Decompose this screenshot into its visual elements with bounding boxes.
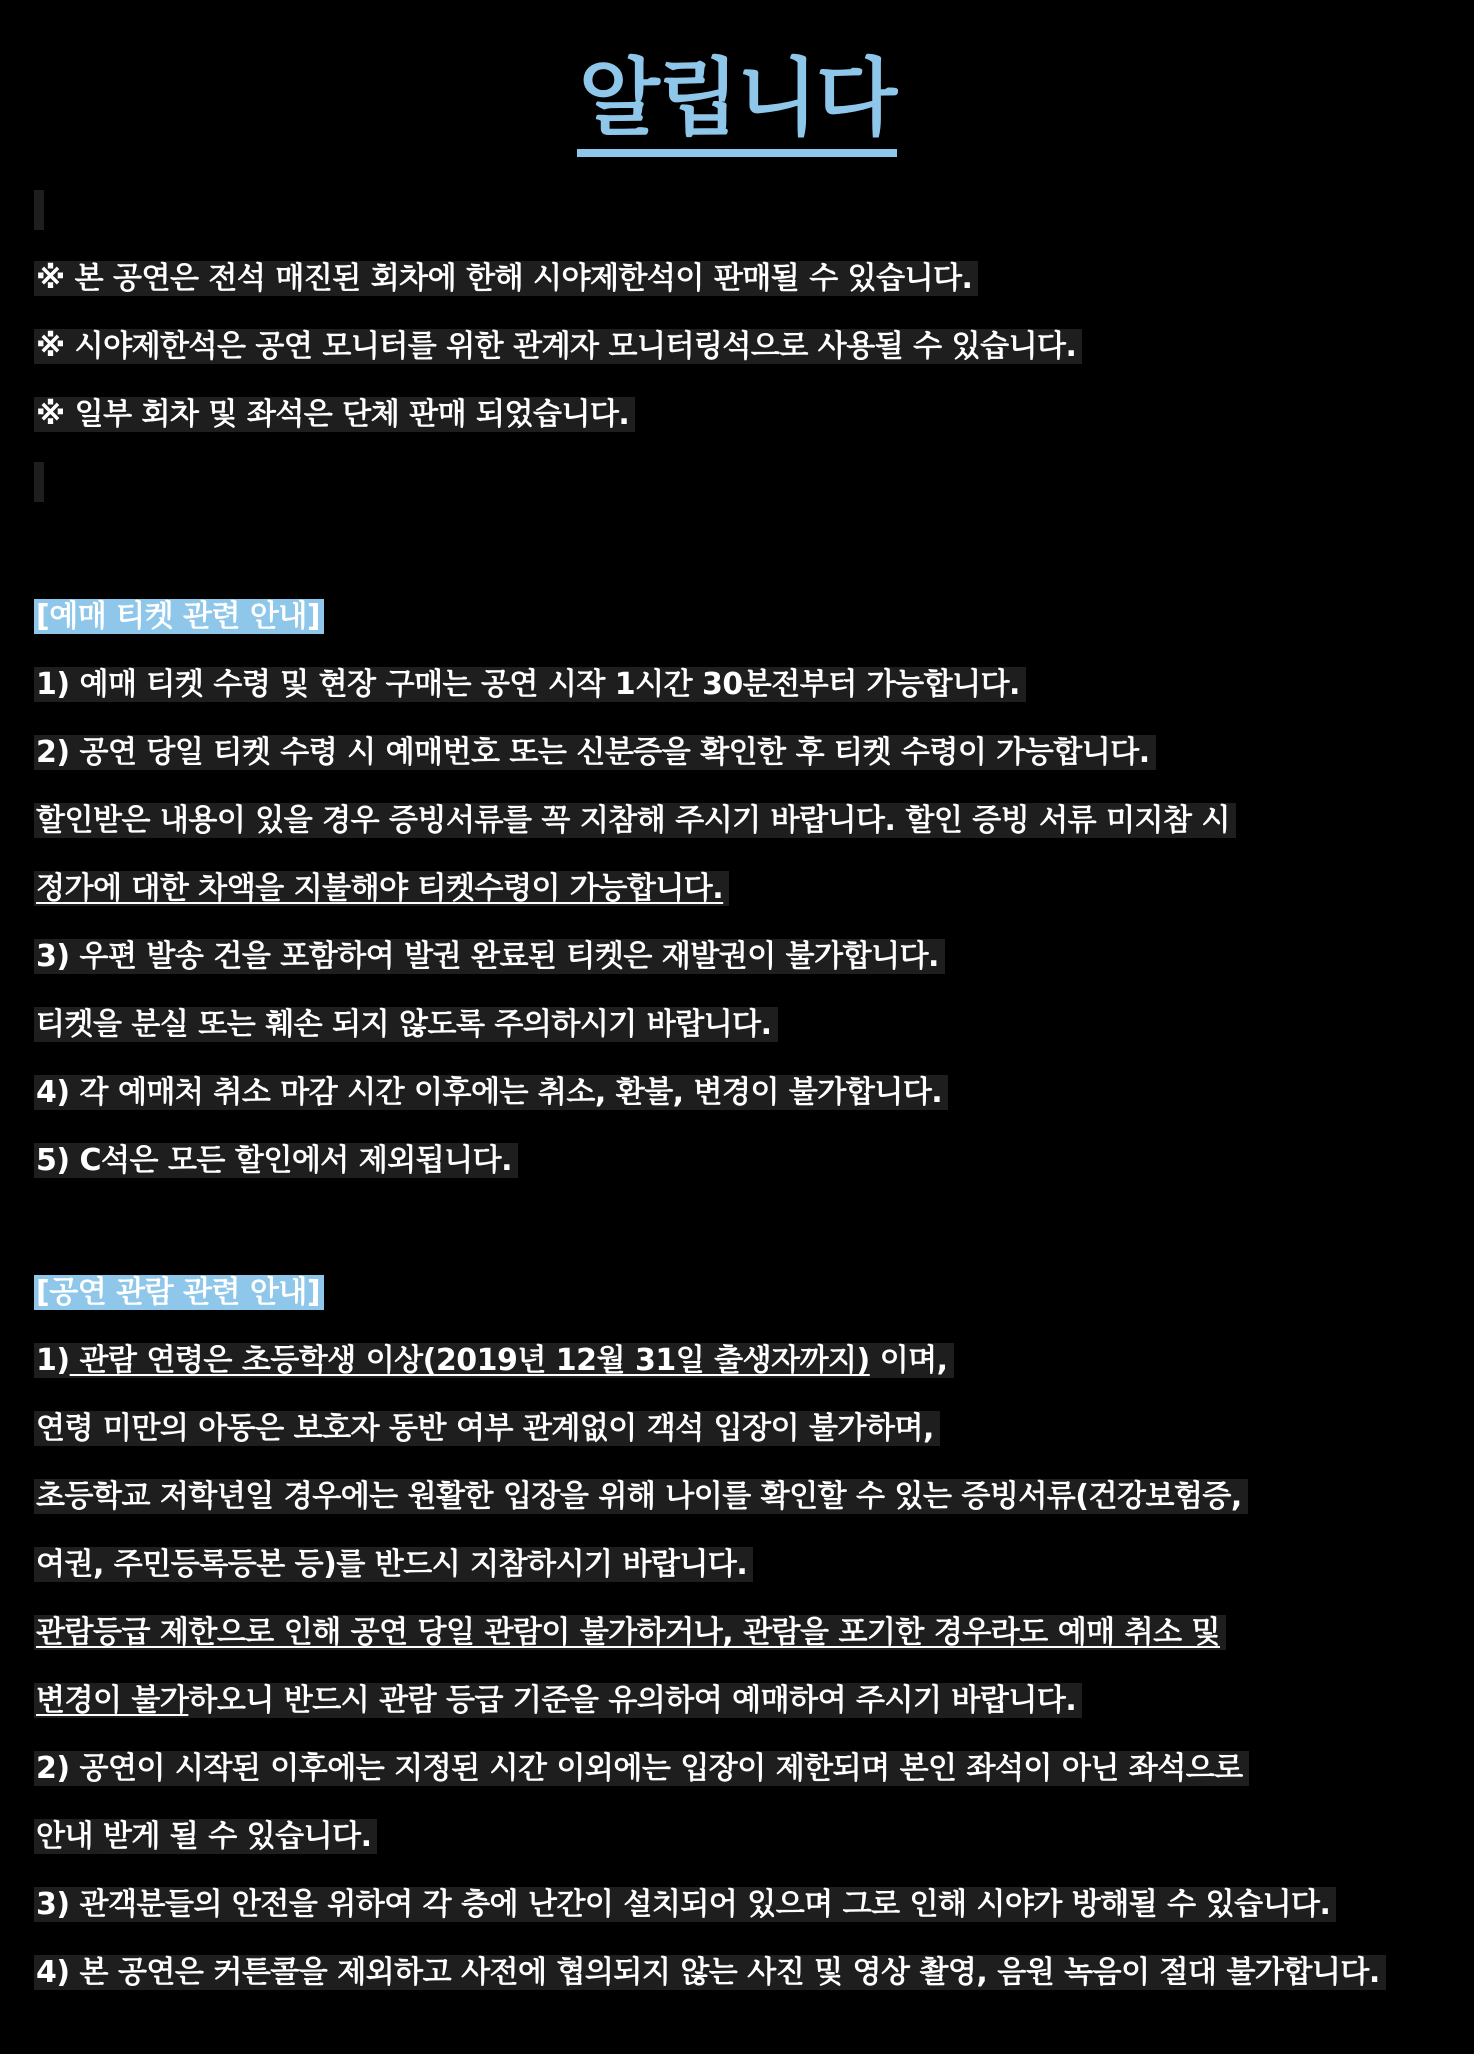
blank-marker (34, 462, 44, 502)
viewing-line-underlined: 관람등급 제한으로 인해 공연 당일 관람이 불가하거나, 관람을 포기한 경우라도 예매 취소 및 (34, 1610, 1226, 1656)
viewing-line: 연령 미만의 아동은 보호자 동반 여부 관계없이 객석 입장이 불가하며, (34, 1406, 940, 1452)
page-title-text: 알립니다 (577, 49, 898, 157)
viewing-line: 2) 공연이 시작된 이후에는 지정된 시간 이외에는 입장이 제한되며 본인 좌석이 아닌 좌석으로 (34, 1746, 1249, 1792)
ticket-line: 4) 각 예매처 취소 마감 시간 이후에는 취소, 환불, 변경이 불가합니다. (34, 1070, 948, 1116)
viewing-line: 초등학교 저학년일 경우에는 원활한 입장을 위해 나이를 확인할 수 있는 증빙서류(건강보험증, (34, 1474, 1248, 1520)
page-title (0, 48, 1474, 148)
ticket-line: 할인받은 내용이 있을 경우 증빙서류를 꼭 지참해 주시기 바랍니다. 할인 증빙 서류 미지참 시 (34, 798, 1236, 844)
viewing-line: 1) 관람 연령은 초등학생 이상(2019년 12월 31일 출생자까지) 이며, (34, 1338, 954, 1384)
ticket-line: 티켓을 분실 또는 훼손 되지 않도록 주의하시기 바랍니다. (34, 1002, 778, 1048)
viewing-section-heading: [공연 관람 관련 안내] (34, 1270, 324, 1316)
viewing-line: 변경이 불가하오니 반드시 관람 등급 기준을 유의하여 예매하여 주시기 바랍니다. (34, 1678, 1082, 1724)
ticket-section-heading: [예매 티켓 관련 안내] (34, 594, 324, 640)
ticket-line: 1) 예매 티켓 수령 및 현장 구매는 공연 시작 1시간 30분전부터 가능합니다. (34, 662, 1026, 708)
viewing-line: 안내 받게 될 수 있습니다. (34, 1814, 377, 1860)
ticket-line-underlined: 정가에 대한 차액을 지불해야 티켓수령이 가능합니다. (34, 866, 729, 912)
notice-line: ※ 시야제한석은 공연 모니터를 위한 관계자 모니터링석으로 사용될 수 있습니다. (34, 324, 1082, 370)
ticket-line: 2) 공연 당일 티켓 수령 시 예매번호 또는 신분증을 확인한 후 티켓 수령이 가능합니다. (34, 730, 1156, 776)
viewing-line: 4) 본 공연은 커튼콜을 제외하고 사전에 협의되지 않는 사진 및 영상 촬영, 음원 녹음이 절대 불가합니다. (34, 1950, 1386, 1996)
viewing-line: 3) 관객분들의 안전을 위하여 각 층에 난간이 설치되어 있으며 그로 인해 시야가 방해될 수 있습니다. (34, 1882, 1336, 1928)
viewing-line: 여권, 주민등록등본 등)를 반드시 지참하시기 바랍니다. (34, 1542, 753, 1588)
ticket-line: 5) C석은 모든 할인에서 제외됩니다. (34, 1138, 518, 1184)
notice-line: ※ 본 공연은 전석 매진된 회차에 한해 시야제한석이 판매될 수 있습니다. (34, 256, 978, 302)
blank-marker (34, 190, 44, 230)
notice-line: ※ 일부 회차 및 좌석은 단체 판매 되었습니다. (34, 392, 635, 438)
ticket-line: 3) 우편 발송 건을 포함하여 발권 완료된 티켓은 재발권이 불가합니다. (34, 934, 945, 980)
